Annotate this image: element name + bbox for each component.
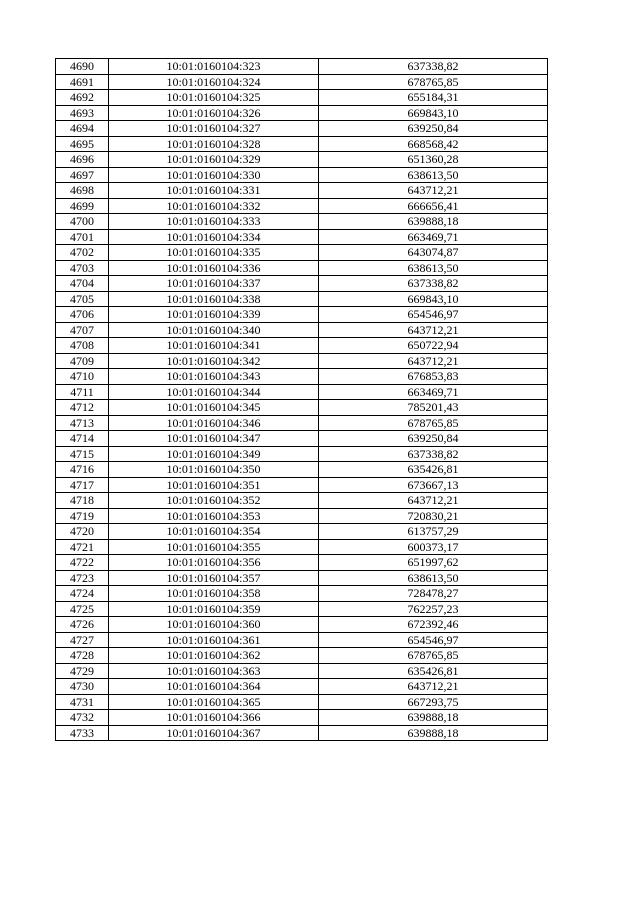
cadastral-value-cell: 654546,97 <box>319 632 548 648</box>
table-row <box>56 431 548 447</box>
row-number-cell: 4705 <box>56 291 109 307</box>
table-row <box>56 632 548 648</box>
cadastral-value-cell: 666656,41 <box>319 198 548 214</box>
cadastral-value-cell: 654546,97 <box>319 307 548 323</box>
row-number-cell: 4704 <box>56 276 109 292</box>
cadastral-value-cell: 639888,18 <box>319 710 548 726</box>
row-number-cell: 4723 <box>56 570 109 586</box>
cadastral-number-cell: 10:01:0160104:325 <box>109 90 319 106</box>
cadastral-value-cell: 669843,10 <box>319 105 548 121</box>
cadastral-number-cell: 10:01:0160104:359 <box>109 601 319 617</box>
cadastral-number-cell: 10:01:0160104:332 <box>109 198 319 214</box>
table-row <box>56 198 548 214</box>
cadastral-number-cell: 10:01:0160104:342 <box>109 353 319 369</box>
table-row <box>56 400 548 416</box>
row-number-cell: 4722 <box>56 555 109 571</box>
table-row <box>56 307 548 323</box>
table-row <box>56 493 548 509</box>
row-number-cell: 4696 <box>56 152 109 168</box>
cadastral-number-cell: 10:01:0160104:349 <box>109 446 319 462</box>
cadastral-value-cell: 643074,87 <box>319 245 548 261</box>
cadastral-value-cell: 668568,42 <box>319 136 548 152</box>
row-number-cell: 4729 <box>56 663 109 679</box>
cadastral-value-cell: 663469,71 <box>319 229 548 245</box>
cadastral-number-cell: 10:01:0160104:364 <box>109 679 319 695</box>
table-row <box>56 555 548 571</box>
table-row <box>56 694 548 710</box>
table-row <box>56 725 548 741</box>
table-row <box>56 183 548 199</box>
row-number-cell: 4694 <box>56 121 109 137</box>
cadastral-number-cell: 10:01:0160104:345 <box>109 400 319 416</box>
cadastral-number-cell: 10:01:0160104:327 <box>109 121 319 137</box>
cadastral-value-cell: 613757,29 <box>319 524 548 540</box>
cadastral-value-cell: 785201,43 <box>319 400 548 416</box>
cadastral-number-cell: 10:01:0160104:366 <box>109 710 319 726</box>
row-number-cell: 4706 <box>56 307 109 323</box>
table-row <box>56 477 548 493</box>
cadastral-value-cell: 651360,28 <box>319 152 548 168</box>
cadastral-number-cell: 10:01:0160104:360 <box>109 617 319 633</box>
cadastral-value-cell: 669843,10 <box>319 291 548 307</box>
row-number-cell: 4724 <box>56 586 109 602</box>
table-row <box>56 322 548 338</box>
cadastral-value-cell: 639250,84 <box>319 121 548 137</box>
cadastral-value-cell: 639250,84 <box>319 431 548 447</box>
cadastral-number-cell: 10:01:0160104:331 <box>109 183 319 199</box>
cadastral-number-cell: 10:01:0160104:336 <box>109 260 319 276</box>
cadastral-value-cell: 638613,50 <box>319 570 548 586</box>
table-row <box>56 586 548 602</box>
cadastral-number-cell: 10:01:0160104:355 <box>109 539 319 555</box>
cadastral-value-cell: 667293,75 <box>319 694 548 710</box>
cadastral-number-cell: 10:01:0160104:363 <box>109 663 319 679</box>
row-number-cell: 4730 <box>56 679 109 695</box>
cadastral-value-cell: 676853,83 <box>319 369 548 385</box>
row-number-cell: 4698 <box>56 183 109 199</box>
table-row <box>56 59 548 75</box>
table-row <box>56 260 548 276</box>
cadastral-number-cell: 10:01:0160104:367 <box>109 725 319 741</box>
cadastral-number-cell: 10:01:0160104:351 <box>109 477 319 493</box>
row-number-cell: 4733 <box>56 725 109 741</box>
cadastral-value-cell: 651997,62 <box>319 555 548 571</box>
table-row <box>56 245 548 261</box>
table-row <box>56 601 548 617</box>
cadastral-number-cell: 10:01:0160104:337 <box>109 276 319 292</box>
row-number-cell: 4691 <box>56 74 109 90</box>
cadastral-number-cell: 10:01:0160104:335 <box>109 245 319 261</box>
cadastral-value-cell: 655184,31 <box>319 90 548 106</box>
row-number-cell: 4721 <box>56 539 109 555</box>
cadastral-number-cell: 10:01:0160104:362 <box>109 648 319 664</box>
cadastral-number-cell: 10:01:0160104:344 <box>109 384 319 400</box>
table-row <box>56 167 548 183</box>
cadastral-value-cell: 639888,18 <box>319 214 548 230</box>
row-number-cell: 4725 <box>56 601 109 617</box>
table-row <box>56 338 548 354</box>
row-number-cell: 4708 <box>56 338 109 354</box>
cadastral-value-cell: 637338,82 <box>319 276 548 292</box>
table-row <box>56 152 548 168</box>
row-number-cell: 4700 <box>56 214 109 230</box>
row-number-cell: 4709 <box>56 353 109 369</box>
row-number-cell: 4718 <box>56 493 109 509</box>
cadastral-number-cell: 10:01:0160104:356 <box>109 555 319 571</box>
cadastral-number-cell: 10:01:0160104:357 <box>109 570 319 586</box>
row-number-cell: 4712 <box>56 400 109 416</box>
row-number-cell: 4731 <box>56 694 109 710</box>
cadastral-value-table <box>55 58 548 741</box>
cadastral-value-cell: 600373,17 <box>319 539 548 555</box>
cadastral-number-cell: 10:01:0160104:341 <box>109 338 319 354</box>
cadastral-number-cell: 10:01:0160104:338 <box>109 291 319 307</box>
cadastral-number-cell: 10:01:0160104:354 <box>109 524 319 540</box>
row-number-cell: 4715 <box>56 446 109 462</box>
table-row <box>56 679 548 695</box>
cadastral-number-cell: 10:01:0160104:323 <box>109 59 319 75</box>
row-number-cell: 4710 <box>56 369 109 385</box>
table-row <box>56 74 548 90</box>
cadastral-value-cell: 673667,13 <box>319 477 548 493</box>
cadastral-value-cell: 643712,21 <box>319 493 548 509</box>
cadastral-number-cell: 10:01:0160104:340 <box>109 322 319 338</box>
table-row <box>56 617 548 633</box>
table-row <box>56 462 548 478</box>
table-row <box>56 663 548 679</box>
cadastral-value-cell: 663469,71 <box>319 384 548 400</box>
cadastral-value-cell: 720830,21 <box>319 508 548 524</box>
cadastral-number-cell: 10:01:0160104:358 <box>109 586 319 602</box>
cadastral-number-cell: 10:01:0160104:326 <box>109 105 319 121</box>
cadastral-value-cell: 678765,85 <box>319 648 548 664</box>
table-row <box>56 291 548 307</box>
table-body <box>56 59 548 741</box>
row-number-cell: 4707 <box>56 322 109 338</box>
row-number-cell: 4714 <box>56 431 109 447</box>
cadastral-value-cell: 672392,46 <box>319 617 548 633</box>
table-row <box>56 415 548 431</box>
cadastral-value-cell: 678765,85 <box>319 74 548 90</box>
cadastral-number-cell: 10:01:0160104:352 <box>109 493 319 509</box>
cadastral-value-cell: 638613,50 <box>319 260 548 276</box>
cadastral-number-cell: 10:01:0160104:353 <box>109 508 319 524</box>
cadastral-number-cell: 10:01:0160104:329 <box>109 152 319 168</box>
table-row <box>56 105 548 121</box>
cadastral-value-cell: 637338,82 <box>319 59 548 75</box>
table-row <box>56 229 548 245</box>
table-row <box>56 539 548 555</box>
row-number-cell: 4732 <box>56 710 109 726</box>
cadastral-value-cell: 643712,21 <box>319 322 548 338</box>
row-number-cell: 4711 <box>56 384 109 400</box>
row-number-cell: 4720 <box>56 524 109 540</box>
cadastral-value-cell: 643712,21 <box>319 183 548 199</box>
cadastral-value-cell: 643712,21 <box>319 679 548 695</box>
cadastral-value-cell: 639888,18 <box>319 725 548 741</box>
table-row <box>56 214 548 230</box>
table-row <box>56 508 548 524</box>
cadastral-value-cell: 650722,94 <box>319 338 548 354</box>
cadastral-value-cell: 638613,50 <box>319 167 548 183</box>
row-number-cell: 4701 <box>56 229 109 245</box>
row-number-cell: 4702 <box>56 245 109 261</box>
table-row <box>56 570 548 586</box>
row-number-cell: 4717 <box>56 477 109 493</box>
cadastral-number-cell: 10:01:0160104:347 <box>109 431 319 447</box>
table-row <box>56 353 548 369</box>
table-row <box>56 524 548 540</box>
table-row <box>56 648 548 664</box>
row-number-cell: 4699 <box>56 198 109 214</box>
cadastral-number-cell: 10:01:0160104:333 <box>109 214 319 230</box>
row-number-cell: 4693 <box>56 105 109 121</box>
table-row <box>56 369 548 385</box>
row-number-cell: 4726 <box>56 617 109 633</box>
row-number-cell: 4703 <box>56 260 109 276</box>
cadastral-number-cell: 10:01:0160104:350 <box>109 462 319 478</box>
cadastral-value-cell: 762257,23 <box>319 601 548 617</box>
cadastral-value-cell: 635426,81 <box>319 663 548 679</box>
row-number-cell: 4690 <box>56 59 109 75</box>
row-number-cell: 4695 <box>56 136 109 152</box>
row-number-cell: 4719 <box>56 508 109 524</box>
cadastral-number-cell: 10:01:0160104:334 <box>109 229 319 245</box>
table-row <box>56 710 548 726</box>
table-row <box>56 276 548 292</box>
cadastral-value-cell: 637338,82 <box>319 446 548 462</box>
table-row <box>56 136 548 152</box>
cadastral-number-cell: 10:01:0160104:365 <box>109 694 319 710</box>
row-number-cell: 4716 <box>56 462 109 478</box>
row-number-cell: 4727 <box>56 632 109 648</box>
cadastral-value-cell: 635426,81 <box>319 462 548 478</box>
row-number-cell: 4728 <box>56 648 109 664</box>
table-row <box>56 90 548 106</box>
table-row <box>56 446 548 462</box>
row-number-cell: 4692 <box>56 90 109 106</box>
cadastral-number-cell: 10:01:0160104:339 <box>109 307 319 323</box>
table-row <box>56 121 548 137</box>
cadastral-number-cell: 10:01:0160104:343 <box>109 369 319 385</box>
table-row <box>56 384 548 400</box>
cadastral-value-cell: 728478,27 <box>319 586 548 602</box>
cadastral-number-cell: 10:01:0160104:324 <box>109 74 319 90</box>
cadastral-number-cell: 10:01:0160104:330 <box>109 167 319 183</box>
cadastral-value-cell: 678765,85 <box>319 415 548 431</box>
cadastral-value-cell: 643712,21 <box>319 353 548 369</box>
cadastral-number-cell: 10:01:0160104:361 <box>109 632 319 648</box>
row-number-cell: 4697 <box>56 167 109 183</box>
cadastral-number-cell: 10:01:0160104:328 <box>109 136 319 152</box>
cadastral-number-cell: 10:01:0160104:346 <box>109 415 319 431</box>
row-number-cell: 4713 <box>56 415 109 431</box>
